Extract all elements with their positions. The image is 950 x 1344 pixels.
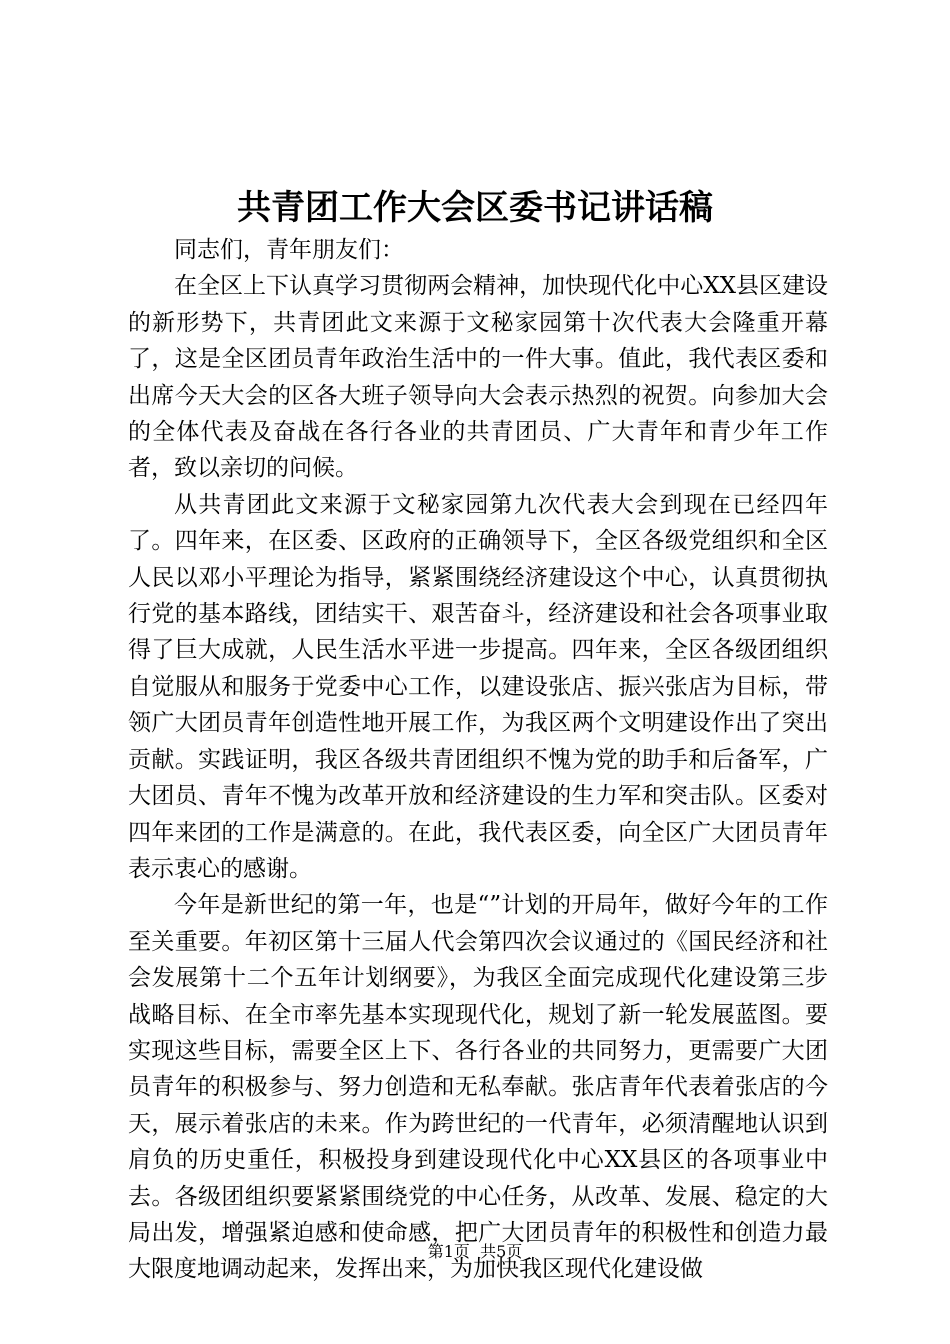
document-title: 共青团工作大会区委书记讲话稿 (237, 188, 713, 228)
page-footer (0, 1240, 950, 1264)
page-number-current: 第1页 (427, 1242, 470, 1261)
body-paragraph: 今年是新世纪的第一年，也是“”计划的开局年，做好今年的工作至关重要。年初区第十三届人代会第四次会议通过的《国民经济和社会发展第十二个五年计划纲要》，为我区全面完成现代化建设第三步战略目标、在全市率先基本实现现代化，规划了新一轮发展蓝图。要实现这些目标，需要全区上下、各行各业的共同努力，更需要广大团员青年的积极参与、努力创造和无私奉献。张店青年代表着张店的今天，展示着张店的未来。作为跨世纪的一代青年，必须清醒地认识到肩负的历史重任，积极投身到建设现代化中心XX县区的各项事业中去。各级团组织要紧紧围绕党的中心任务，从改革、发展、稳定的大局出发，增强紧迫感和使命感，把广大团员青年的积极性和创造力最大限度地调动起来，发挥出来，为加快我区现代化建设做 (128, 892, 828, 1283)
salutation-paragraph: 同志们，青年朋友们： (174, 237, 404, 263)
footer-separator (470, 1242, 480, 1261)
body-paragraph: 在全区上下认真学习贯彻两会精神，加快现代化中心XX县区建设的新形势下，共青团此文来源于文秘家园第十次代表大会隆重开幕了，这是全区团员青年政治生活中的一件大事。值此，我代表区委和出席今天大会的区各大班子领导向大会表示热烈的祝贺。向参加大会的全体代表及奋战在各行各业的共青团员、广大青年和青少年工作者，致以亲切的问候。 (128, 273, 828, 482)
document-body (128, 232, 828, 1288)
page-number-total: 共5页 (480, 1242, 523, 1261)
body-paragraph: 从共青团此文来源于文秘家园第九次代表大会到现在已经四年了。四年来，在区委、区政府的正确领导下，全区各级党组织和全区人民以邓小平理论为指导，紧紧围绕经济建设这个中心，认真贯彻执行党的基本路线，团结实干、艰苦奋斗，经济建设和社会各项事业取得了巨大成就，人民生活水平进一步提高。四年来，全区各级团组织自觉服从和服务于党委中心工作，以建设张店、振兴张店为目标，带领广大团员青年创造性地开展工作，为我区两个文明建设作出了突出贡献。实践证明，我区各级共青团组织不愧为党的助手和后备军，广大团员、青年不愧为改革开放和经济建设的生力军和突击队。区委对四年来团的工作是满意的。在此，我代表区委，向全区广大团员青年表示衷心的感谢。 (128, 491, 828, 882)
